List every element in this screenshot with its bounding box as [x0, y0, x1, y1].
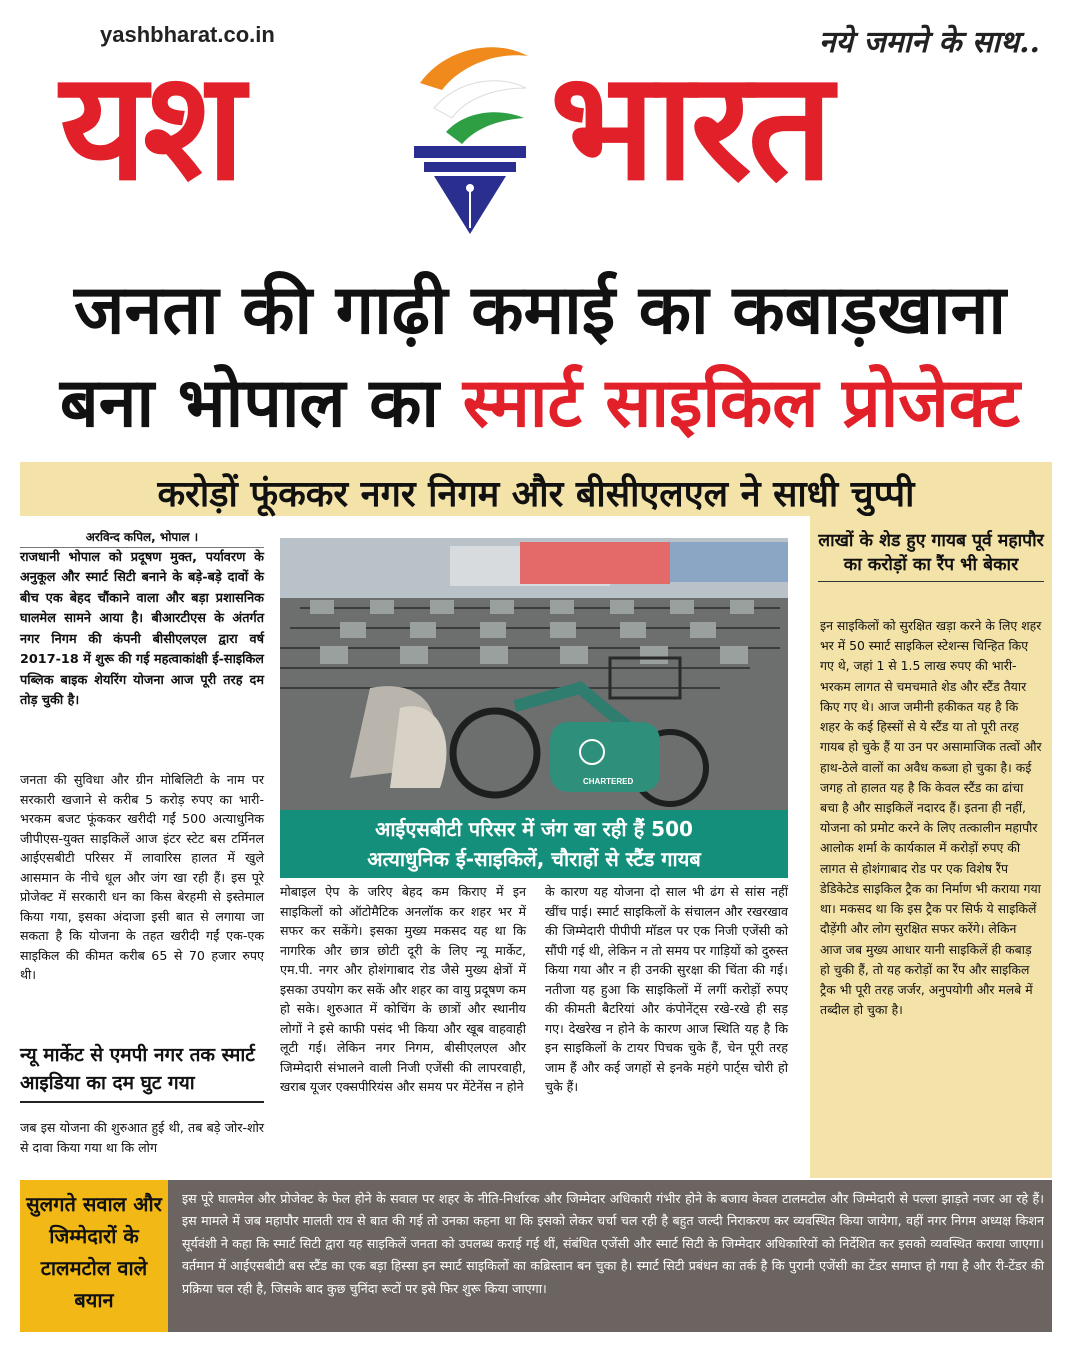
- article-column-1-tail: जब इस योजना की शुरुआत हुई थी, तब बड़े जोर-शोर से दावा किया गया था कि लोग: [20, 1120, 264, 1155]
- article-column-2: मोबाइल ऐप के जरिए बेहद कम किराए में इन साइकिलों को ऑटोमैटिक अनलॉक कर शहर भर में सफर कर सकेंगे। इसका मुख्य मकसद यह था कि नागरिक और छात्र छोटी दूरी के लिए न्यू मार्केट, एम.पी. नगर और होशंगाबाद रोड जैसे मुख्य क्षेत्रों में इसका उपयोग कर सकें और शहर का वायु प्रदूषण कम हो सके। शुरुआत में कोचिंग के छात्रों और स्थानीय लोगों ने इसे काफी पसंद भी किया और खूब वाहवाही लूटी गई। लेकिन नगर निगम, बीसीएलएल और जिम्मेदारी संभालने वाली निजी एजेंसी की लापरवाही, खराब यूजर एक्सपीरियंस और समय पर मेंटेनेंस न होने: [280, 884, 526, 1095]
- photo-caption-line-2: अत्याधुनिक ई-साइकिलें, चौराहों से स्टैंड गायब: [367, 847, 701, 871]
- headline-line-2-red: स्मार्ट साइकिल प्रोजेक्ट: [462, 364, 1021, 443]
- article-subheading: न्यू मार्केट से एमपी नगर तक स्मार्ट आइडिया का दम घुट गया: [20, 1042, 264, 1103]
- article-column-3: के कारण यह योजना दो साल भी ढंग से सांस नहीं खींच पाई। स्मार्ट साइकिलों के संचालन और रखरखाव की जिम्मेदारी पीपीपी मॉडल पर एक निजी एजेंसी को सौंपी गई थी, लेकिन न तो समय पर गाड़ियों को दुरुस्त किया गया और न ही उनकी सुरक्षा की चिंता की गई। नतीजा यह हुआ कि साइकिलों में लगीं करोड़ों रुपए की कीमती बैटरियां और कंपोनेंट्स रखे-रखे ही सड़ गए। देखरेख न होने के कारण आज स्थिति यह है कि इन साइकिलों के टायर पिचक चुके हैं, चेन पूरी तरह जाम हैं और कई जगहों से इनके महंगे पार्ट्स चोरी हो चुके हैं।: [545, 884, 788, 1095]
- article-column-1: जनता की सुविधा और ग्रीन मोबिलिटी के नाम पर सरकारी खजाने से करीब 5 करोड़ रुपए का भारी-भरकम बजट फूंककर खरीदी गईं 500 अत्याधुनिक जीपीएस-युक्त साइकिलें आज इंटर स्टेट बस टर्मिनल आईएसबीटी परिसर में लावारिस हालत में खुले आसमान के नीचे धूल और जंग खा रही हैं। इस पूरे प्रोजेक्ट में सरकारी धन का किस बेरहमी से इस्तेमाल किया गया, इसका अंदाजा इसी बात से लगाया जा सकता है कि योजना के तहत खरीदी गईं एक-एक साइकिल की कीमत करीब 65 से 70 हजार रुपए थी।: [20, 772, 264, 983]
- headline-line-2-black: बना भोपाल का: [59, 364, 463, 443]
- photo-caption-line-1: आईएसबीटी परिसर में जंग खा रही हैं 500: [375, 817, 693, 841]
- rusting-bicycles-photo-illustration: [280, 538, 788, 810]
- sidebar-heading: लाखों के शेड हुए गायब पूर्व महापौर का करोड़ों का रैंप भी बेकार: [818, 530, 1044, 582]
- logo-text-yash: यश: [60, 40, 242, 214]
- news-photo: [280, 538, 788, 810]
- bike-brand-label: CHARTERED: [583, 777, 634, 786]
- bottom-statement-text: इस पूरे घालमेल और प्रोजेक्ट के फेल होने के सवाल पर शहर के नीति-निर्धारक और जिम्मेदार अधिकारी गंभीर होने के बजाय केवल टालमटोल और जिम्मेदारी से पल्ला झाड़ते नजर आ रहे हैं। इस मामले में जब महापौर मालती राय से बात की गई तो उनका कहना था कि इसको लेकर चर्चा चल रही है बहुत जल्दी निराकरण कर व्यवस्थित किया जायेगा, वहीं नगर निगम अध्यक्ष किशन सूर्यवंशी ने कहा कि स्मार्ट सिटी द्वारा यह साइकिलें जनता को उपलब्ध कराई गई थीं, संबंधित एजेंसी और स्मार्ट सिटी के जिम्मेदार अधिकारियों को निर्देशित कर इसको व्यवस्थित कराया जाएगा। वर्तमान में आईएसबीटी बस स्टैंड का एक बड़ा हिस्सा इन स्मार्ट साइकिलों का कब्रिस्तान बन चुका है। स्मार्ट सिटी प्रबंधन का तर्क है कि पुरानी एजेंसी का टेंडर समाप्त हो गया है और री-टेंडर की प्रक्रिया चल रही है, जिसके बाद कुछ चुनिंदा रूटों पर इसे फिर शुरू किया जाएगा।: [182, 1191, 1044, 1296]
- headline-line-2: [0, 365, 1080, 443]
- sidebar-body: इन साइकिलों को सुरक्षित खड़ा करने के लिए शहर भर में 50 स्मार्ट साइकिल स्टेशन्स चिन्हित किए गए थे, जहां 1 से 1.5 लाख रुपए की भारी-भरकम लागत से चमचमाते शेड और स्टैंड तैयार किए गए थे। आज जमीनी हकीकत यह है कि शहर के कई हिस्सों से ये स्टैंड या तो पूरी तरह गायब हो चुके हैं या उन पर असामाजिक तत्वों और हाथ-ठेले वालों का अवैध कब्जा हो चुका है। कई जगह तो हालत यह है कि केवल स्टैंड का ढांचा बचा है और साइकिलें नदारद हैं। इतना ही नहीं, योजना को प्रमोट करने के लिए तत्कालीन महापौर आलोक शर्मा के कार्यकाल में करोड़ों रुपए की लागत से होशंगाबाद रोड पर एक विशेष रैंप डेडिकेटेड साइकिल ट्रैक का निर्माण भी कराया गया था। मकसद था कि इस ट्रैक पर सिर्फ ये साइकिलें दौड़ेंगी और लोग सुरक्षित सफर करेंगे। लेकिन आज जब मुख्य आधार यानी साइकिलें ही कबाड़ हो चुकी हैं, तो यह करोड़ों का रैंप और साइकिल ट्रैक भी पूरी तरह जर्जर, अनुपयोगी और मलबे में तब्दील हो चुका है।: [820, 618, 1042, 1018]
- site-url[interactable]: yashbharat.co.in: [100, 22, 275, 47]
- logo-text-bharat: भारत: [550, 40, 830, 214]
- photo-caption: [280, 814, 788, 874]
- bottom-label: सुलगते सवाल और जिम्मेदारों के टालमटोल वाले बयान: [26, 1192, 162, 1312]
- subheadline: करोड़ों फूंककर नगर निगम और बीसीएलएल ने साधी चुप्पी: [157, 474, 915, 515]
- masthead-tagline: नये जमाने के साथ..: [818, 25, 1040, 60]
- byline: अरविन्द कपिल, भोपाल ।: [20, 528, 264, 548]
- pen-nib-flag-logo-icon: [400, 28, 540, 238]
- article-intro: राजधानी भोपाल को प्रदूषण मुक्त, पर्यावरण के अनुकूल और स्मार्ट सिटी बनाने के बड़े-बड़े दावों के बीच एक बेहद चौंकाने वाला और बड़ा प्रशासनिक घालमेल सामने आया है। बीआरटीएस के अंतर्गत नगर निगम की कंपनी बीसीएलएल द्वारा वर्ष 2017-18 में शुरू की गई महत्वाकांक्षी ई-साइकिल पब्लिक बाइक शेयरिंग योजना आज पूरी तरह दम तोड़ चुकी है।: [20, 550, 264, 709]
- headline-line-1: जनता की गाढ़ी कमाई का कबाड़खाना: [74, 271, 1006, 350]
